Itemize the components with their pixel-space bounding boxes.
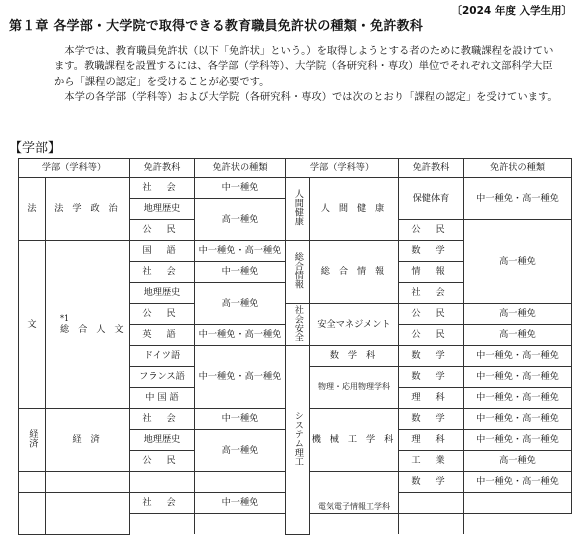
kind-cell: 高一種免 bbox=[195, 283, 286, 325]
kind-cell bbox=[195, 472, 286, 493]
header-dept: 学部（学科等） bbox=[286, 159, 399, 178]
subject-cell bbox=[130, 514, 195, 535]
kind-cell bbox=[464, 493, 572, 514]
subject-cell: 数 学 bbox=[399, 346, 464, 367]
kind-cell: 高一種免 bbox=[195, 199, 286, 241]
kind-cell: 中一種免・高一種免 bbox=[464, 409, 572, 430]
header-subject: 免許教科 bbox=[130, 159, 195, 178]
subject-cell: 国 語 bbox=[130, 241, 195, 262]
kind-cell: 中一種免・高一種免 bbox=[195, 241, 286, 262]
kind-cell: 高一種免 bbox=[464, 325, 572, 346]
subject-cell: 数 学 bbox=[399, 367, 464, 388]
kind-cell: 中一種免・高一種免 bbox=[464, 388, 572, 409]
subject-cell: 社 会 bbox=[130, 262, 195, 283]
kind-cell: 中一種免 bbox=[195, 493, 286, 514]
subject-cell: 数 学 bbox=[399, 409, 464, 430]
kind-cell: 高一種免 bbox=[464, 451, 572, 472]
faculty-cell: 人間健康 bbox=[286, 178, 310, 241]
subject-cell: 公 民 bbox=[399, 325, 464, 346]
section-heading: 【学部】 bbox=[9, 141, 62, 156]
subject-cell bbox=[130, 472, 195, 493]
dept-cell: 電気電子情報工学科 bbox=[310, 472, 399, 514]
dept-cell bbox=[46, 472, 130, 493]
dept-cell: 機 械 工 学 科 bbox=[310, 409, 399, 472]
subject-cell: 社 会 bbox=[399, 283, 464, 304]
kind-cell: 中一種免・高一種免 bbox=[464, 430, 572, 451]
faculty-cell bbox=[19, 493, 46, 535]
faculty-cell: 社会安全 bbox=[286, 304, 310, 346]
header-dept: 学部（学科等） bbox=[19, 159, 130, 178]
table-row bbox=[19, 178, 572, 199]
header-kind: 免許状の種類 bbox=[464, 159, 572, 178]
kind-cell: 中一種免・高一種免 bbox=[464, 472, 572, 493]
header-subject: 免許教科 bbox=[399, 159, 464, 178]
table-header-row bbox=[19, 159, 572, 178]
kind-cell: 中一種免 bbox=[195, 178, 286, 199]
subject-cell: フランス語 bbox=[130, 367, 195, 388]
kind-cell: 中一種免・高一種免 bbox=[195, 325, 286, 346]
subject-cell: 公 民 bbox=[399, 220, 464, 241]
dept-cell: 経 済 bbox=[46, 409, 130, 472]
dept-cell: 総 合 情 報 bbox=[310, 241, 399, 304]
dept-cell: 法 学 政 治 bbox=[46, 178, 130, 241]
subject-cell bbox=[399, 493, 464, 514]
subject-cell: 保健体育 bbox=[399, 178, 464, 220]
kind-cell bbox=[195, 514, 286, 535]
faculty-cell: 法 bbox=[19, 178, 46, 241]
subject-cell: ドイツ語 bbox=[130, 346, 195, 367]
license-table bbox=[18, 158, 572, 535]
kind-cell: 高一種免 bbox=[464, 220, 572, 304]
dept-label: 総 合 人 文 bbox=[60, 323, 127, 335]
academic-year: 〔2024 年度 入学生用〕 bbox=[451, 5, 572, 17]
subject-cell: 社 会 bbox=[130, 493, 195, 514]
kind-cell: 中一種免・高一種免 bbox=[464, 367, 572, 388]
kind-cell bbox=[399, 514, 464, 535]
subject-cell: 公 民 bbox=[399, 304, 464, 325]
header-kind: 免許状の種類 bbox=[195, 159, 286, 178]
kind-cell: 中一種免 bbox=[195, 262, 286, 283]
subject-cell: 公 民 bbox=[130, 451, 195, 472]
subject-cell: 中 国 語 bbox=[130, 388, 195, 409]
kind-cell: 高一種免 bbox=[464, 304, 572, 325]
subject-cell bbox=[310, 514, 399, 535]
intro-paragraph: 本学では、教育職員免許状（以下「免許状」という。）を取得しようとする者のために教職課程を設けています。教職課程を設置するには、各学部（学科等）、大学院（各研究科・専攻）単位でそれぞれ文部科学大臣から「課程の認定」を受けることが必要です。 bbox=[54, 45, 554, 88]
kind-cell: 中一種免・高一種免 bbox=[195, 346, 286, 409]
subject-cell: 数 学 bbox=[399, 472, 464, 493]
subject-cell: 理 科 bbox=[399, 430, 464, 451]
kind-cell: 中一種免 bbox=[195, 409, 286, 430]
subject-cell: 英 語 bbox=[130, 325, 195, 346]
faculty-cell: システム理工 bbox=[286, 346, 310, 535]
dept-cell: 人 間 健 康 bbox=[310, 178, 399, 241]
faculty-cell: 経済 bbox=[19, 409, 46, 472]
intro-text bbox=[54, 44, 559, 106]
subject-cell: 工 業 bbox=[399, 451, 464, 472]
subject-cell: 情 報 bbox=[399, 262, 464, 283]
intro-paragraph: 本学の各学部（学科等）および大学院（各研究科・専攻）では次のとおり「課程の認定」を受けています。 bbox=[64, 91, 558, 104]
page-title: 第１章 各学部・大学院で取得できる教育職員免許状の種類・免許教科 bbox=[9, 19, 423, 34]
subject-cell: 社 会 bbox=[130, 409, 195, 430]
subject-cell: 地理歴史 bbox=[130, 283, 195, 304]
dept-cell bbox=[46, 493, 130, 535]
dept-cell bbox=[46, 241, 130, 409]
footnote-mark: *1 bbox=[60, 313, 70, 323]
faculty-cell: 文 bbox=[19, 241, 46, 409]
faculty-cell bbox=[19, 472, 46, 493]
subject-cell: 地理歴史 bbox=[130, 430, 195, 451]
dept-cell: 数 学 科 bbox=[310, 346, 399, 367]
subject-cell: 公 民 bbox=[130, 304, 195, 325]
subject-cell: 社 会 bbox=[130, 178, 195, 199]
subject-cell: 地理歴史 bbox=[130, 199, 195, 220]
kind-cell: 高一種免 bbox=[195, 430, 286, 472]
dept-cell: 安全マネジメント bbox=[310, 304, 399, 346]
kind-cell: 中一種免・高一種免 bbox=[464, 346, 572, 367]
subject-cell: 公 民 bbox=[130, 220, 195, 241]
subject-cell: 理 科 bbox=[399, 388, 464, 409]
kind-cell: 中一種免・高一種免 bbox=[464, 178, 572, 220]
subject-cell: 数 学 bbox=[399, 241, 464, 262]
faculty-cell: 総合情報 bbox=[286, 241, 310, 304]
dept-cell: 物理・応用物理学科 bbox=[310, 367, 399, 409]
